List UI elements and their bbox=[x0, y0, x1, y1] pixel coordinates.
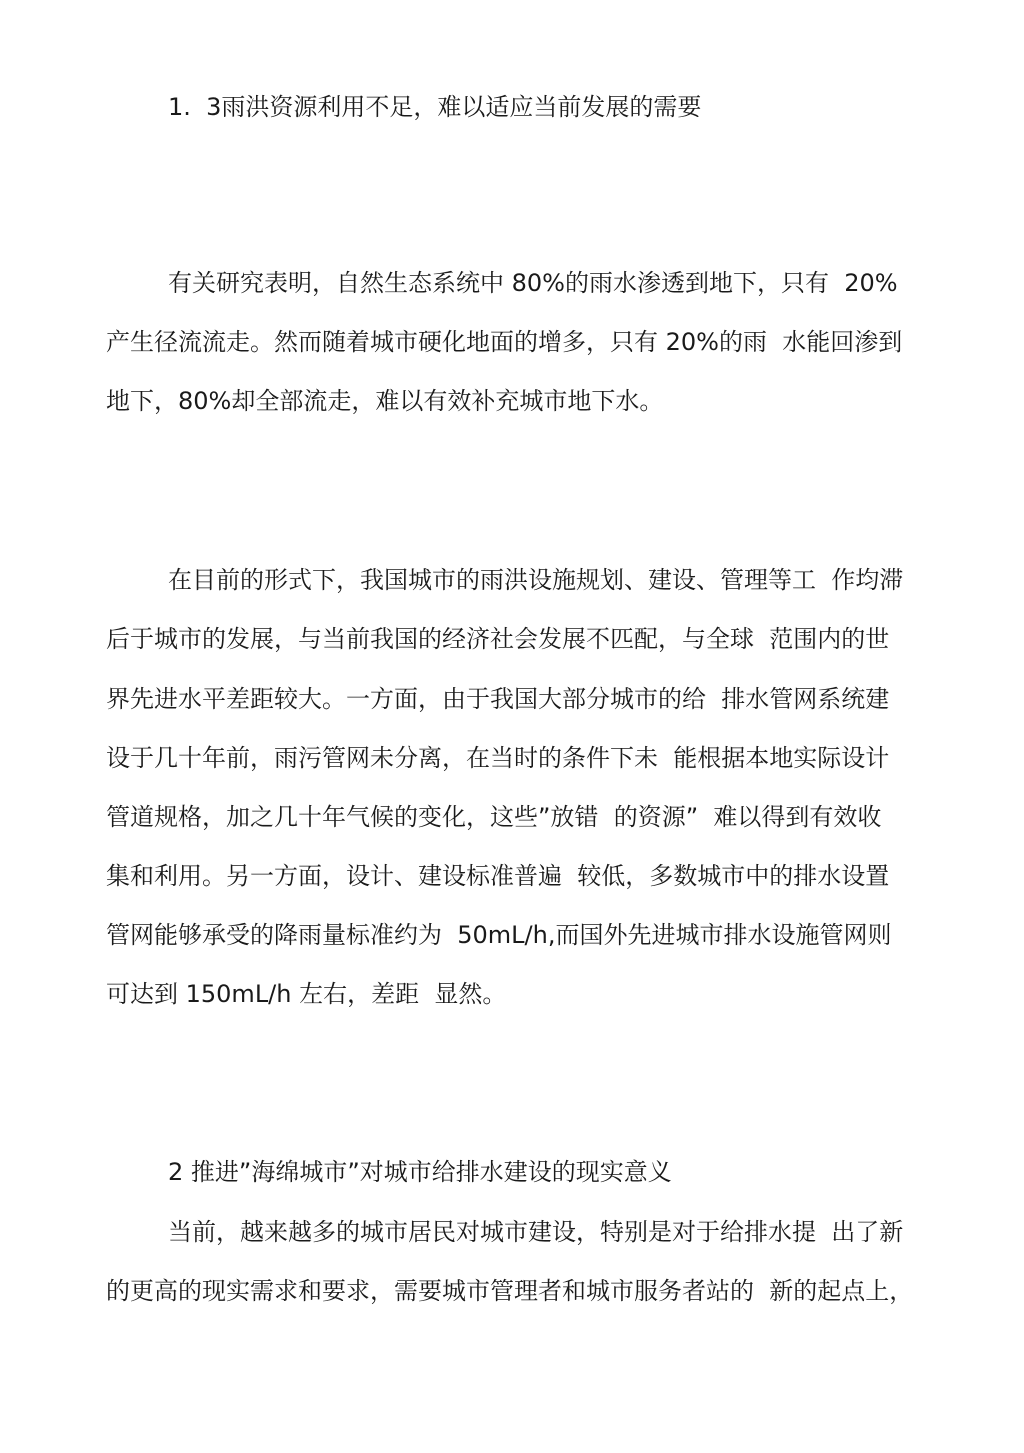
paragraph-3-line-2: 的更高的现实需求和要求，需要城市管理者和城市服务者站的 新的起点上， bbox=[106, 1277, 914, 1305]
paragraph-2-line-7: 管网能够承受的降雨量标准约为 50mL/h,而国外先进城市排水设施管网则 bbox=[106, 921, 892, 949]
section-heading-2: 2 推进”海绵城市”对城市给排水建设的现实意义 bbox=[168, 1158, 672, 1186]
paragraph-1-line-2: 产生径流流走。然而随着城市硬化地面的增多，只有 20%的雨 水能回渗到 bbox=[106, 328, 903, 356]
paragraph-2-line-2: 后于城市的发展，与当前我国的经济社会发展不匹配，与全球 范围内的世 bbox=[106, 625, 890, 653]
paragraph-2-line-6: 集和利用。另一方面，设计、建设标准普遍 较低，多数城市中的排水设置 bbox=[106, 862, 890, 890]
paragraph-2-line-8: 可达到 150mL/h 左右，差距 显然。 bbox=[106, 980, 507, 1008]
paragraph-2-line-1: 在目前的形式下，我国城市的雨洪设施规划、建设、管理等工 作均滞 bbox=[168, 566, 904, 594]
paragraph-2-line-4: 设于几十年前，雨污管网未分离，在当时的条件下未 能根据本地实际设计 bbox=[106, 744, 890, 772]
paragraph-2-line-3: 界先进水平差距较大。一方面，由于我国大部分城市的给 排水管网系统建 bbox=[106, 685, 890, 713]
paragraph-2-line-5: 管道规格，加之几十年气候的变化，这些”放错 的资源” 难以得到有效收 bbox=[106, 803, 882, 831]
paragraph-1-line-1: 有关研究表明，自然生态系统中 80%的雨水渗透到地下，只有 20% bbox=[168, 269, 898, 297]
paragraph-3-line-1: 当前，越来越多的城市居民对城市建设，特别是对于给排水提 出了新 bbox=[168, 1218, 904, 1246]
paragraph-1-line-3: 地下，80%却全部流走，难以有效补充城市地下水。 bbox=[106, 387, 664, 415]
section-heading-1-3: 1. 3雨洪资源利用不足，难以适应当前发展的需要 bbox=[168, 93, 702, 121]
